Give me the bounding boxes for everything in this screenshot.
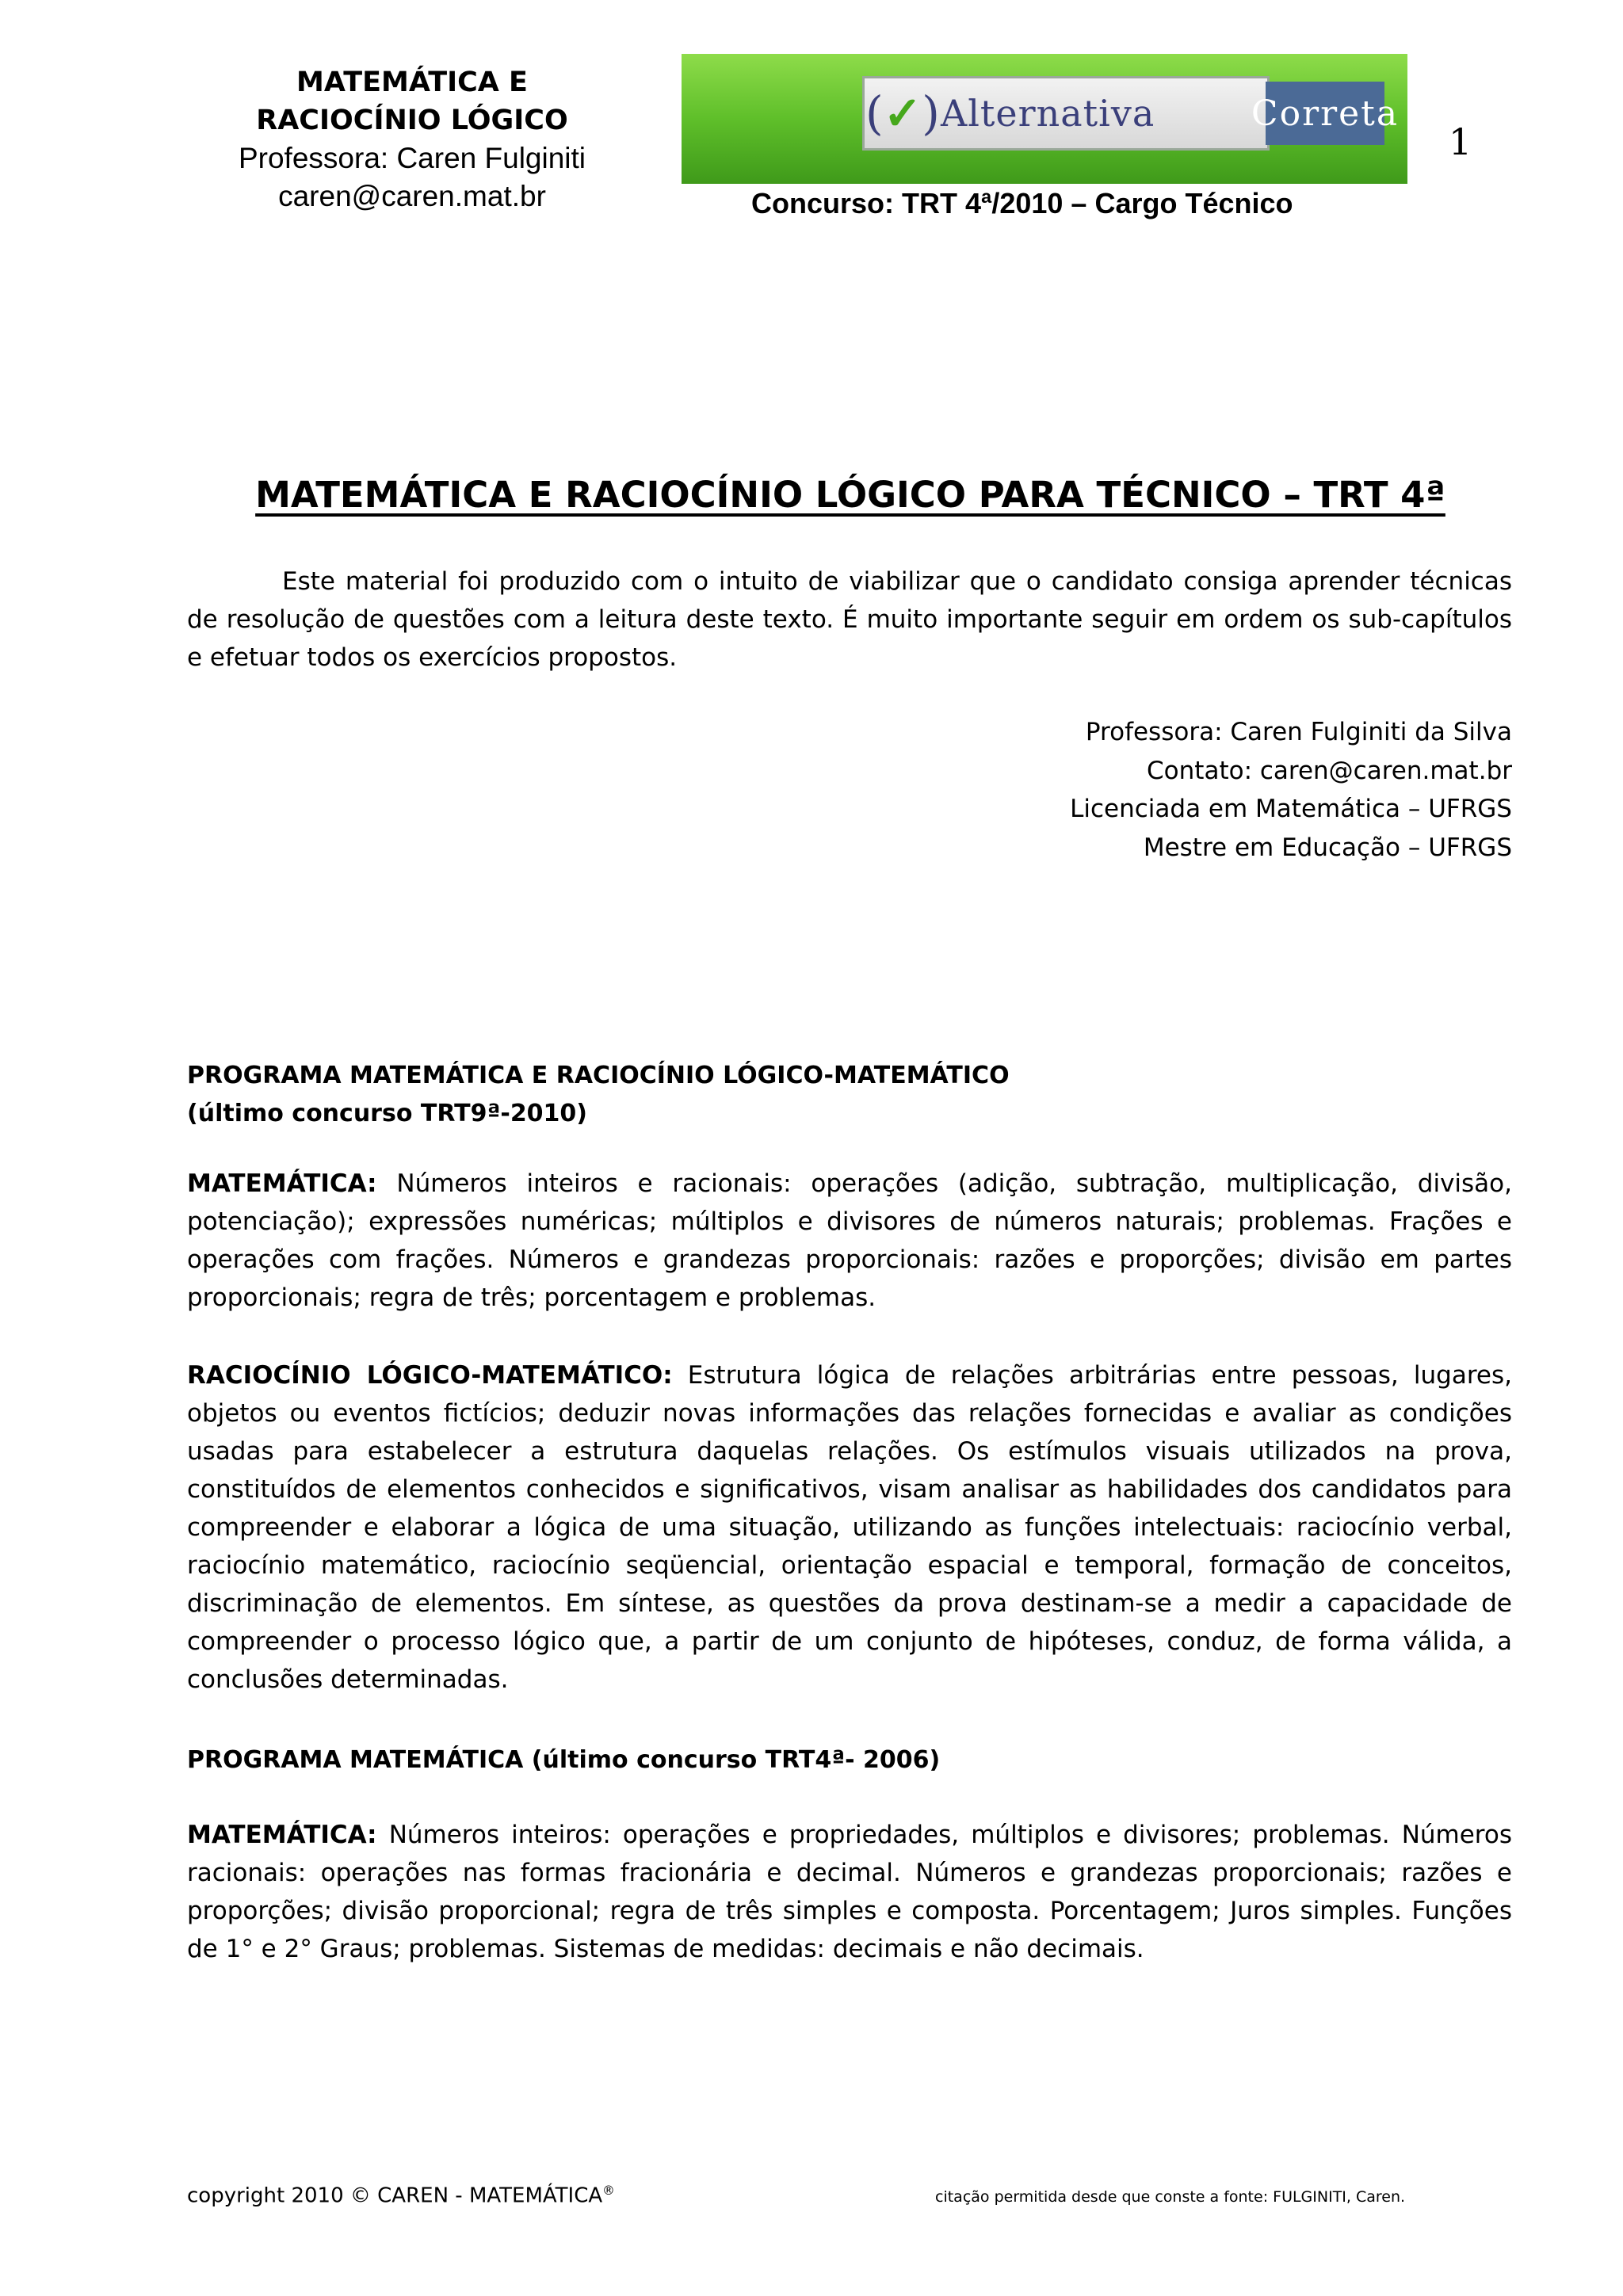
signature-line-4: Mestre em Educação – UFRGS	[1143, 833, 1512, 862]
concurso-label: Concurso: TRT 4ª/2010 – Cargo Técnico	[751, 187, 1293, 219]
signature-line-3: Licenciada em Matemática – UFRGS	[1070, 795, 1512, 823]
raciocinio-text: Estrutura lógica de relações arbitrárias entre pessoas, lugares, objetos ou eventos fictícios; deduzir novas informações das relações fornecidas e avaliar as condições usadas para estabelecer a estrutura daquelas relações. Os estímulos visuais utilizados na prova, constituídos de elementos conhecidos e significativos, visam analisar as habilidades dos candidatos para compreender e elaborar a lógica de uma situação, utilizando as funções intelectuais: raciocínio verbal, raciocínio matemático, raciocínio seqüencial, orientação espacial e temporal, formação de conceitos, discriminação de elementos. Em síntese, as questões da prova destinam-se a medir a capacidade de compreender o processo lógico que, a partir de um conjunto de hipóteses, conduz, de forma válida, a conclusões determinadas.	[187, 1361, 1512, 1694]
header-teacher: Professora: Caren Fulginiti	[238, 142, 586, 174]
matematica-section-2	[187, 1816, 1512, 1968]
matematica-label-1: MATEMÁTICA:	[187, 1169, 377, 1198]
signature-block	[872, 713, 1512, 867]
program2-title: PROGRAMA MATEMÁTICA (último concurso TRT4ª- 2006)	[187, 1746, 941, 1774]
page-number: 1	[1449, 120, 1472, 163]
raciocinio-label: RACIOCÍNIO LÓGICO-MATEMÁTICO:	[187, 1361, 673, 1390]
alternativa-correta-logo	[682, 54, 1407, 184]
matematica-section-1	[187, 1165, 1512, 1317]
intro-paragraph	[187, 563, 1512, 677]
signature-line-1: Professora: Caren Fulginiti da Silva	[1085, 718, 1512, 746]
header-subject-line1: MATEMÁTICA E	[296, 67, 528, 98]
intro-text: Este material foi produzido com o intuito de viabilizar que o candidato consiga aprender técnicas de resolução de questões com a leitura deste texto. É muito importante seguir em ordem os sub-capítulos e efetuar todos os exercícios propostos.	[187, 567, 1512, 672]
logo-word-alternativa: Alternativa	[941, 92, 1155, 135]
matematica-label-2: MATEMÁTICA:	[187, 1821, 377, 1849]
program1-title: PROGRAMA MATEMÁTICA E RACIOCÍNIO LÓGICO-MATEMÁTICO	[187, 1062, 1010, 1089]
check-icon: ( ✓ )	[865, 86, 940, 140]
logo-plate	[862, 76, 1400, 151]
program1-subtitle: (último concurso TRT9ª-2010)	[187, 1100, 588, 1127]
raciocinio-section	[187, 1356, 1512, 1699]
matematica-text-2: Números inteiros: operações e propriedades, múltiplos e divisores; problemas. Números racionais: operações nas formas fracionária e decimal. Números e grandezas proporcionais; razões e proporções; divisão proporcional; regra de três simples e composta. Porcentagem; Juros simples. Funções de 1° e 2° Graus; problemas. Sistemas de medidas: decimais e não decimais.	[187, 1821, 1512, 1963]
footer-citation: citação permitida desde que conste a fonte: FULGINITI, Caren.	[935, 2188, 1406, 2206]
matematica-text-1: Números inteiros e racionais: operações (adição, subtração, multiplicação, divisão, potenciação); expressões numéricas; múltiplos e divisores de números naturais; problemas. Frações e operações com frações. Números e grandezas proporcionais: razões e proporções; divisão em partes proporcionais; regra de três; porcentagem e problemas.	[187, 1169, 1512, 1312]
copyright-text: copyright 2010 © CAREN - MATEMÁTICA	[187, 2183, 603, 2208]
document-title: MATEMÁTICA E RACIOCÍNIO LÓGICO PARA TÉCNICO – TRT 4ª	[255, 474, 1445, 516]
footer-copyright	[187, 2183, 615, 2208]
program1-heading	[187, 1057, 1512, 1133]
header-author-block	[206, 63, 618, 215]
header-email: caren@caren.mat.br	[278, 180, 546, 212]
logo-word-correta: Correta	[1266, 82, 1384, 145]
signature-line-2: Contato: caren@caren.mat.br	[1147, 756, 1512, 785]
header-subject-line2: RACIOCÍNIO LÓGICO	[256, 105, 568, 136]
registered-mark: ®	[602, 2183, 615, 2198]
